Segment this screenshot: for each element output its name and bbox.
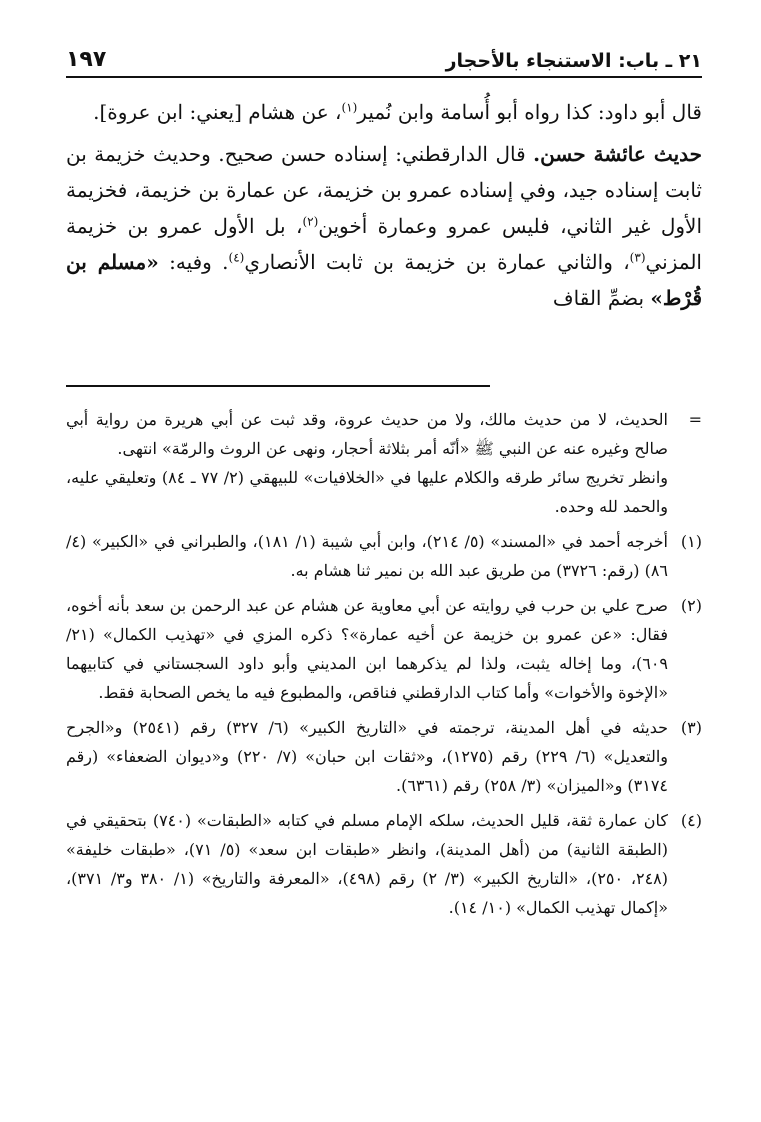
footnote-text: أخرجه أحمد في «المسند» (٥/ ٢١٤)، وابن أبي شيبة (١/ ١٨١)، والطبراني في «الكبير» (٤/ ٨٦) (رقم: ٣٧٢٦) من طريق عبد الله بن نمير ثنا هشام به.: [66, 532, 668, 580]
footnote-continuation-text-2: وانظر تخريج سائر طرقه والكلام عليها في «الخلافيات» للبيهقي (٢/ ٧٧ ـ ٨٤) وتعليقي عليه، والحمد لله وحده.: [66, 468, 668, 516]
continuation-mark: =: [688, 410, 702, 429]
footnote-2: [66, 591, 702, 707]
footnote-number: (١): [680, 532, 702, 551]
footnote-ref-4: (٤): [228, 250, 245, 265]
p2-text-d: . وفيه:: [158, 250, 229, 274]
footnote-continuation: [66, 405, 702, 463]
footnote-text: صرح علي بن حرب في روايته عن أبي معاوية عن هشام عن عبد الرحمن بن سعد بأنه أخوه، فقال: «عن عمرو بن خزيمة عن أخيه عمارة»؟ ذكره المزي في «تهذيب الكمال» (٢١/ ٦٠٩)، وما إخاله يثبت، ولذا لم يذكرهما ابن المديني وأبو داود السجستاني في كتابيهما «الإخوة والأخوات» وأما كتاب الدارقطني فناقص، والمطبوع فيه ما يخص الصحابة فقط.: [66, 596, 668, 702]
p2-text-c: ، والثاني عمارة بن خزيمة بن ثابت الأنصاري: [244, 250, 630, 274]
footnote-number: (٤): [680, 811, 702, 830]
footnote-ref-1: (١): [341, 100, 358, 115]
page-number: ١٩٧: [66, 47, 107, 72]
footnote-number: (٢): [680, 596, 702, 615]
main-text: [66, 94, 702, 316]
footnote-number: (٣): [680, 718, 702, 737]
footnotes: [66, 405, 702, 922]
page-header: [66, 38, 702, 72]
footnote-text: حديثه في أهل المدينة، ترجمته في «التاريخ الكبير» (٦/ ٣٢٧) رقم (٢٥٤١) و«الجرح والتعديل» (٦/ ٢٢٩) رقم (١٢٧٥)، و«ثقات ابن حبان» (٧/ ٢٢٠) و«ديوان الضعفاء» (رقم ٣١٧٤) و«الميزان» (٣/ ٢٥٨) رقم (٦٣٦١).: [66, 718, 669, 795]
footnote-3: [66, 713, 702, 800]
p2-text-a: قال الدارقطني: إسناده حسن صحيح. وحديث خزيمة بن ثابت إسناده جيد، وفي إسناده عمرو بن خزيمة، عن عمارة بن خزيمة، فخزيمة الأول غير الثاني، فليس عمرو وعمارة أخوين: [66, 142, 702, 238]
p1-tail: ، عن هشام [يعني: ابن عروة].: [93, 100, 342, 124]
footnote-4: [66, 806, 702, 922]
p1-text: قال أبو داود: كذا رواه أبو أُسامة وابن نُمير: [357, 100, 702, 124]
footnote-divider: [66, 385, 490, 387]
footnote-ref-3: (٣): [629, 250, 646, 265]
p2-text-e: بضمِّ القاف: [552, 286, 651, 310]
narrator-name: «مسلم بن قُرْط»: [66, 250, 702, 310]
footnote-continuation-text: الحديث، لا من حديث مالك، ولا من حديث عروة، وقد ثبت عن أبي هريرة من رواية أبي صالح وغيره عنه عن النبي ﷺ «أنّه أمر بثلاثة أحجار، ونهى عن الروث والرمّة» انتهى.: [66, 410, 668, 458]
footnote-text: كان عمارة ثقة، قليل الحديث، سلكه الإمام مسلم في كتابه «الطبقات» (٧٤٠) بتحقيقي في (الطبقة الثانية) من (أهل المدينة)، وانظر «طبقات ابن سعد» (٥/ ٧١)، «طبقات خليفة» (٢٤٨، ٢٥٠)، «التاريخ الكبير» (٣/ ٢) رقم (٤٩٨)، «المعرفة والتاريخ» (١/ ٣٨٠ و٣/ ٣٧١)، «إكمال تهذيب الكمال» (١٠/ ١٤).: [66, 811, 669, 917]
header-divider: [66, 76, 702, 78]
footnote-1: [66, 527, 702, 585]
p2-text-b: ، بل الأول عمرو بن خزيمة المزني: [66, 214, 702, 274]
paragraph-1: [66, 94, 702, 130]
hadith-grade: حديث عائشة حسن.: [533, 142, 702, 166]
paragraph-2: [66, 136, 702, 316]
running-title: ٢١ ـ باب: الاستنجاء بالأحجار: [445, 50, 702, 72]
footnote-ref-2: (٢): [302, 214, 319, 229]
